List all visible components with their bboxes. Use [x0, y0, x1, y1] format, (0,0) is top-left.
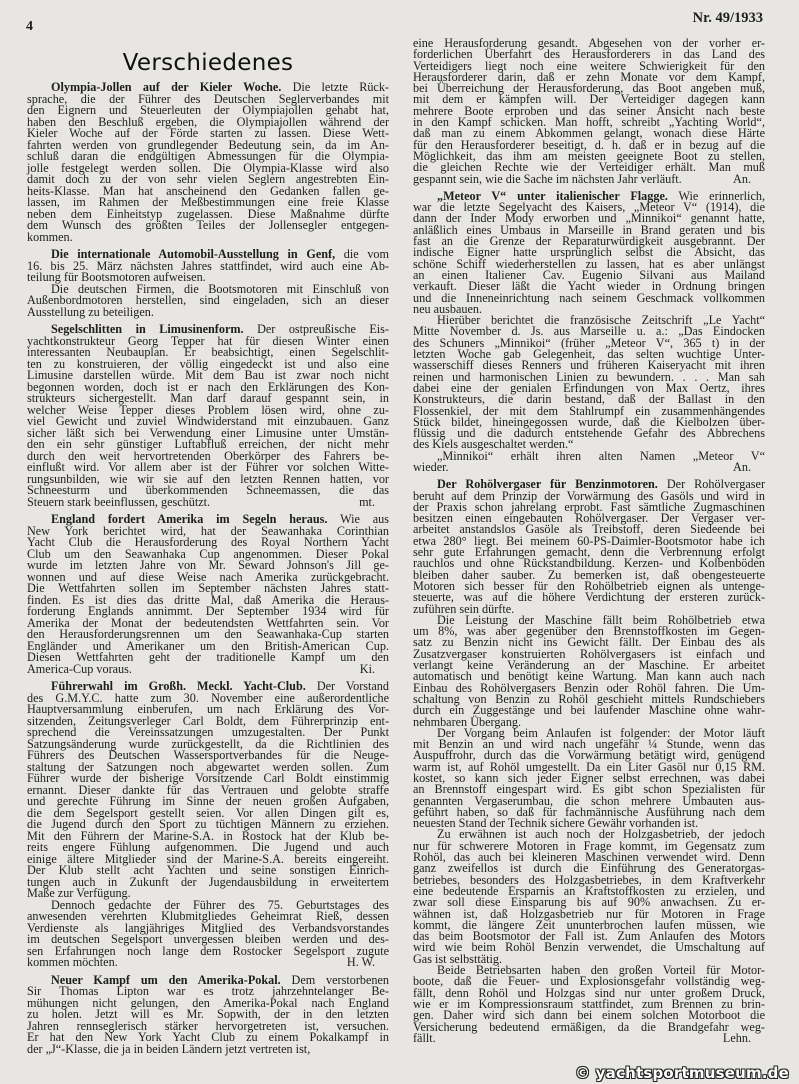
line-text: Diesen Wettfahrten geht der traditionelle Kampf um den: [27, 650, 389, 664]
line-text: satz zu Benzin nicht ins Gewicht fällt. Der Einbau des als: [413, 635, 765, 650]
line-content: [27, 957, 118, 969]
section-title: Verschiedenes: [122, 50, 294, 76]
article: [27, 249, 389, 318]
line-text: Gas ist selbsttätig.: [413, 951, 503, 966]
line-text: Führers des Deutschen Wassersportverbandes für die Neuge-: [27, 748, 389, 762]
line-text: zuführen sein dürfte.: [413, 601, 515, 616]
line-text: teilung für Bootsmotoren aufweisen.: [27, 270, 206, 284]
line-text: Rohöl, das auch bei kleineren Maschinen verwendet wird. Denn: [413, 850, 765, 865]
line-text: und die Inneneinrichtung nach seinem Geschmack vollkommen: [413, 290, 765, 305]
line-text: „Minnikoi“ erhält ihren alten Namen „Meteor V“: [437, 448, 765, 463]
line-text: yachtkonstrukteur Georg Tepper hat für diesen Winter einen: [27, 333, 389, 348]
line-text: Limusine darstellen würde. Mit dem Bau ist zwar noch nicht: [27, 368, 389, 382]
text-line: [27, 494, 389, 509]
line-text: New York berichtet wird, hat der Seawanhaka Corinthian: [27, 523, 389, 538]
watermark: © yachtsportmuseum.de: [575, 1064, 789, 1082]
line-text: jolle festgelegt werden sollen. Die Olympia-Klasse wird also: [27, 160, 389, 175]
text-line: [27, 220, 389, 232]
line-text: um 8%, was aber gegenüber den Brennstoffkosten im Gegen-: [413, 624, 765, 639]
article-heading: Der Rohölvergaser für Benzinmotoren.: [437, 477, 658, 492]
line-text: wird wie beim Rohöl Benzin verwendet, die Umschaltung auf: [413, 940, 765, 955]
line-text: reinen und harmonischen Linien zu bewundern. . . . Man sah: [413, 369, 765, 384]
line-text: Yacht Club die Herausforderung des Royal Northern Yacht: [27, 535, 389, 549]
line-text: damit doch zu der von sehr vielen Seglern angestrebten Ein-: [27, 172, 389, 186]
line-text: finden. Es ist dies das dritte Mal, daß Amerika die Heraus-: [27, 592, 389, 607]
line-text: Stück bildet, hineingegossen wurde, daß die Kielbolzen über-: [413, 414, 765, 429]
line-text: sehr gute Erfahrungen gemacht, denn die Verbrennung erfolgt: [413, 545, 765, 560]
line-text: einflußt wird. Vor allem aber ist der Führer vor solchen Witte-: [27, 460, 389, 474]
line-text: wähnen ist, daß Holzgasbetrieb nur für Motoren in Frage: [413, 906, 765, 921]
line-text: neben dem Einheitstyp zugelassen. Diese Maßnahme dürfte: [27, 206, 389, 221]
line-text: die Jugend durch den Sport zu tüchtigen Männern zu erziehen.: [27, 817, 389, 831]
line-text: für den Herausforderer beseitigt, d. h. daß er in bezug auf die: [413, 137, 765, 152]
line-text: Der Klub stellt acht Yachten und seine sonstigen Einrich-: [27, 863, 389, 877]
line-text: kommen.: [27, 229, 73, 244]
text-line: [27, 229, 389, 244]
line-text: Konstrukteurs, die darin bestand, daß der Ballast in den: [413, 392, 765, 407]
line-text: beruht auf dem Prinzip der Vorwärmung des Gasöls und wird in: [413, 488, 765, 503]
article: [27, 681, 389, 969]
line-text: schöne Schiff wiederherstellen zu lassen, hat es aber unlängst: [413, 256, 765, 271]
line-text: wurde im letzten Jahre von Mr. Seward Johnson's Jill ge-: [27, 558, 389, 572]
author-signature: An.: [733, 459, 751, 474]
line-text: mit dem er kämpfen will. Der Verteidiger dagegen kann: [413, 92, 765, 107]
line-text: den ein sehr günstiger Luftabfluß erreichen, der nicht mehr: [27, 437, 389, 451]
line-text: das beim Bootsmotor der Fall ist. Zum Anlaufen des Motors: [413, 929, 765, 944]
text-line: [27, 304, 389, 319]
text-line: [413, 459, 765, 474]
line-text: einige ältere Mitglieder sind der Marine-S.A. bereits eingereiht.: [27, 851, 389, 866]
article: [27, 972, 389, 1056]
line-text: Möglichkeit, das ihm am meisten geeignete Boot zu stellen,: [413, 148, 765, 163]
line-text: geführt haben, so daß für fachmännische Ausführung nach dem: [413, 804, 765, 819]
line-text: mehrere Boote erproben und das seiner Ansicht nach beste: [413, 103, 765, 118]
line-text: an Brennstoff eingespart wird. Es gibt schon Spezialisten für: [413, 782, 765, 797]
article: [27, 514, 389, 675]
line-text: Der ostpreußische Eis-: [243, 322, 389, 336]
line-text: letzten Woche gab Gelegenheit, das selten wuchtige Unter-: [413, 347, 765, 362]
line-text: nur für schwerere Motoren in Frage kommt, im Gegensatz zum: [413, 838, 765, 853]
line-text: Hauptversammlung einberufen, um nach Erklärung des Vor-: [27, 702, 389, 716]
line-text: sitzenden, Zeitungsverleger Carl Boldt, dem Führerprinzip ent-: [27, 713, 389, 728]
line-text: Der Rohölvergaser: [657, 477, 766, 492]
line-text: etwa 280° liegt. Bei meinem 60-PS-Daimler-Bootsmotor habe ich: [413, 533, 765, 548]
line-text: daß man zu einem Abkommen gelangt, wonach diese Härte: [413, 126, 765, 141]
article-heading: Segelschlitten in Limusinenform.: [51, 322, 244, 336]
line-text: betriebes, besonders des Holzgasbetriebes, in dem Kraftverkehr: [413, 872, 765, 887]
line-text: Der Vorgang beim Anlaufen ist folgender: der Motor läuft: [437, 725, 765, 740]
line-text: war die letzte Segelyacht des Kaisers, „Meteor V“ (1914), die: [413, 200, 765, 215]
line-text: und gerechte Führung im Sinne der neuen großen Aufgaben,: [27, 794, 389, 808]
line-text: Club um den Seawanhaka Cup angenommen. Dieser Pokal: [27, 546, 389, 561]
line-text: des Schuners „Minnikoi“ (früher „Meteor V“, 365 t) in der: [413, 335, 765, 350]
line-text: des G.M.Y.C. hatte zum 30. November eine außerordentliche: [27, 690, 389, 705]
line-text: Die letzte Rück-: [281, 80, 389, 94]
line-text: durch den weit hervortretenden Oberkörper des Fahrers be-: [27, 448, 389, 463]
line-content: [413, 459, 449, 474]
line-text: America-Cup voraus.: [27, 661, 132, 676]
line-text: Führer wurde der bisherige Vorsitzende Carl Boldt einstimmig: [27, 771, 389, 785]
article-heading: England fordert Amerika im Segeln heraus.: [51, 512, 328, 526]
line-text: warm ist, auf Rohöl umgestellt. Da ein Liter Gasöl nur 0,15 RM.: [413, 759, 765, 774]
left-column: [27, 82, 389, 1061]
line-text: Zu erwähnen ist auch noch der Holzgasbetrieb, der jedoch: [437, 827, 765, 842]
line-text: anläßlich eines Umbaus in Marseille in Brand geraten und bis: [413, 222, 765, 237]
line-content: [27, 494, 211, 509]
article-heading: Neuer Kampf um den Amerika-Pokal.: [51, 972, 281, 987]
line-text: eine Herausforderung gesandt. Abgesehen von der vorher er-: [413, 36, 765, 50]
line-text: Auspuffrohr, durch das die Vorwärmung betätigt wird, genügend: [413, 748, 765, 763]
line-text: wieder.: [413, 459, 449, 474]
line-text: bei Überreichung der Herausforderung, das Boot angeben muß,: [413, 81, 765, 96]
line-text: heits-Klasse. Man hat anscheinend den Gedanken fallen ge-: [27, 183, 389, 198]
line-text: Verteidigers liegt noch eine weitere Schwierigkeit für den: [413, 58, 765, 73]
line-text: Die Leistung der Maschine fällt beim Rohölbetrieb etwa: [437, 612, 765, 627]
line-text: sprache, die der Führer des Deutschen Seglerverbandes mit: [27, 91, 389, 106]
line-text: Versicherung bedeutend ermäßigen, da die Brandgefahr weg-: [413, 1019, 765, 1034]
text-line: [413, 1030, 765, 1045]
line-text: ten zu konstruieren, der völlig eingedeckt ist und also eine: [27, 356, 389, 371]
line-text: wonnen und auf diese Weise nach Amerika zurückgebracht.: [27, 569, 389, 584]
line-text: staltung der Satzungen noch abgewartet werden sollen. Zum: [27, 759, 389, 774]
line-text: Außenbordmotoren herstellen, sind eingeladen, sich an dieser: [27, 293, 389, 307]
line-text: lassen, im Rahmen der Meßbestimmungen eine freie Klasse: [27, 195, 389, 209]
line-text: boote, daß die Feuer- und Explosionsgefahr vollständig weg-: [413, 974, 765, 989]
line-text: Wie erinnerlich,: [667, 188, 765, 203]
line-text: dem Wunsch des größten Teiles der Jollensegler entgegen-: [27, 218, 389, 232]
line-text: Satzungsänderung wurde zurückgestellt, da die Richtlinien des: [27, 736, 389, 751]
line-text: Er hat den New York Yacht Club zu einem Pokalkampf in: [27, 1030, 389, 1044]
text-line: [27, 661, 389, 676]
line-text: Kieler Woche auf der Förde starten zu lassen. Diese Wett-: [27, 126, 389, 140]
line-text: verlangt keine Veränderung an der Maschine. Er arbeitet: [413, 658, 765, 673]
line-text: forderung Englands annimmt. Der September 1934 wird für: [27, 604, 389, 618]
author-signature: Ki.: [359, 661, 375, 676]
line-text: Engländer und Amerikaner um den British-American Cup.: [27, 638, 389, 653]
article-heading: Olympia-Jollen auf der Kieler Woche.: [51, 80, 282, 94]
line-text: neuesten Stand der Technik sichere Gewähr vorhanden ist.: [413, 816, 699, 831]
line-text: dabei eine der genialen Erfindungen von Max Oertz, ihres: [413, 380, 765, 395]
line-text: der „J“-Klasse, die ja in beiden Ländern jetzt vertreten ist,: [27, 1041, 311, 1056]
line-text: Maße zur Verfügung.: [27, 886, 131, 900]
line-text: Verdienste als langjähriges Mitglied des Verbandsvorstandes: [27, 920, 389, 935]
article: [27, 82, 389, 243]
line-text: fällt.: [413, 1030, 436, 1045]
line-text: die dem Segelsport gestellt seien. Vor allen Dingen gilt es,: [27, 805, 389, 820]
line-text: rauchlos und ohne Rückstandbildung. Kerzen- und Kolbenböden: [413, 556, 765, 571]
line-text: Schneesturm und überkommenden Schneemassen, die das: [27, 483, 389, 497]
line-text: ganz zweifellos ist durch die Einführung des Generatorgas-: [413, 861, 765, 876]
line-text: Sir Thomas Lipton war es trotz jahrzehntelanger Be-: [27, 984, 389, 998]
line-text: schluß daran die endgültigen Abmessungen für die Olympia-: [27, 149, 389, 163]
line-text: dann der Inder Mody erworben und „Minnikoi“ genannt hatte,: [413, 211, 765, 226]
line-text: gen. Daher wird sich dann bei einem solchen Motorboot die: [413, 1008, 765, 1023]
line-text: Die deutschen Firmen, die Bootsmotoren mit Einschluß von: [51, 281, 389, 296]
line-text: ernannt. Dieser dankte für das Vertrauen und gelobte straffe: [27, 782, 389, 797]
line-text: zwar soll diese Einsparung bis auf 90% anwachsen. Zu er-: [413, 895, 765, 910]
text-line: [27, 1041, 389, 1056]
line-text: Amerika der Monat der bedeutendsten Wettfahrten sein. Vor: [27, 615, 389, 630]
line-text: mit Benzin an und wird nach ungefähr ¼ Stunde, wenn das: [413, 737, 765, 752]
line-text: kommen möchten.: [27, 955, 118, 969]
line-text: welcher Weise Tepper dieses Problem lösen wird, ohne zu-: [27, 402, 389, 417]
line-content: [413, 1030, 436, 1045]
line-text: fällt, denn Rohöl und Holzgas sind nur unter großem Druck,: [413, 985, 765, 1000]
line-text: Hierüber berichtet die französische Zeitschrift „Le Yacht“: [437, 313, 765, 328]
line-text: bleiben daher sauber. Zu bemerken ist, daß obengesteuerte: [413, 567, 765, 582]
article: [413, 479, 765, 1044]
page-number: 4: [26, 19, 33, 34]
line-text: automatisch und benötigt keine Wartung. Man kann auch nach: [413, 669, 765, 684]
line-text: im deutschen Segelsport unvergessen bleiben werden und des-: [27, 932, 389, 946]
line-text: den Eignern und Steuerleuten der Olympiajollen gehabt hat,: [27, 103, 389, 117]
line-text: Ausstellung zu beteiligen.: [27, 304, 154, 319]
line-text: durch ein Zuggestänge und bei laufender Maschine ohne wahr-: [413, 703, 765, 718]
line-text: sicher läßt sich bei Verwendung einer Limusine unter Umstän-: [27, 425, 389, 440]
line-text: 16. bis 25. März nächsten Jahres stattfindet, wird auch eine Ab-: [27, 258, 389, 273]
line-text: flüssig und die dadurch entstehende Gefahr des Abbrechens: [413, 426, 765, 441]
line-text: genannten Vergaserumbau, die schon mehrere Umbauten aus-: [413, 793, 765, 808]
line-text: die vom: [335, 247, 389, 261]
article-heading: „Meteor V“ unter italienischer Flagge.: [437, 188, 668, 203]
line-text: Dem verstorbenen: [280, 972, 389, 987]
line-text: Steuern stark beeinflussen, geschützt.: [27, 494, 211, 509]
line-text: wasserschiff dieses Renners und früheren Kaiseryacht mit ihren: [413, 358, 765, 373]
author-signature: mt.: [359, 494, 375, 509]
article: [413, 188, 765, 474]
article-heading: Die internationale Automobil-Ausstellung in Genf,: [51, 247, 336, 261]
line-text: an einen Italiener Cav. Eugenio Silvani aus Mailand: [413, 267, 765, 282]
line-text: arbeitet anstandslos Gasöle als Treibstoff, deren Siedeende bei: [413, 522, 765, 537]
line-text: fahrten werden von grundlegender Bedeutung sein, da im An-: [27, 137, 389, 152]
line-text: Herausforderer darin, daß er zehn Monate vor dem Kampf,: [413, 69, 765, 84]
line-text: Dennoch gedachte der Führer des 75. Geburtstages des: [51, 897, 389, 912]
line-content: [27, 661, 132, 676]
line-text: anwesenden verehrten Klubmitgliedes Geheimrat Rieß, dessen: [27, 909, 389, 923]
line-text: Einbau des Rohölvergasers Benzin oder Rohöl fahren. Die Um-: [413, 680, 765, 695]
line-text: fast an die Grenze der Reparaturwürdigkeit ausgebrannt. Der: [413, 234, 765, 249]
line-text: Wie aus: [327, 512, 390, 526]
line-text: Flossenkiel, der mit dem Stahlrumpf ein zusammenhängendes: [413, 403, 765, 418]
line-text: der Praxis schon jahrelang erprobt. Fast sämtliche Zugmaschinen: [413, 499, 765, 514]
author-signature: An.: [733, 171, 751, 186]
line-text: zu holen. Jetzt will es Mr. Sopwith, der in den letzten: [27, 1007, 389, 1021]
line-text: in den Kampf schicken. Man hofft, schreibt „Yachting World“,: [413, 115, 765, 130]
line-text: den Herausforderungsrennen um den Seawanhaka-Cup starten: [27, 627, 389, 641]
line-text: eine bedeutende Ersparnis an Kraftstoffkosten zu erzielen, und: [413, 883, 765, 898]
line-text: verkauft. Dieser läßt die Yacht wieder in Ordnung bringen: [413, 279, 765, 294]
line-text: Motoren sich besser für den Rohölbetrieb eignen als untenge-: [413, 578, 765, 593]
line-text: Mit den Führern der Marine-S.A. in Rostock hat der Klub be-: [27, 828, 389, 843]
author-signature: Lehn.: [722, 1030, 751, 1045]
line-text: interessanten Neubauplan. Er beabsichtigt, einen Segelschlit-: [27, 345, 389, 359]
line-text: rungsunbilden, wie wir sie auf den letzten Rennen hatten, vor: [27, 471, 389, 486]
line-text: Der Vorstand: [305, 679, 389, 693]
text-line: [27, 957, 389, 969]
text-line: [413, 448, 765, 463]
right-column: [413, 38, 765, 1050]
line-text: wie er im Kompressionsraum stattfindet, zum Brennen zu brin-: [413, 996, 765, 1011]
line-text: tungen auch in Zukunft der Jugendausbildung in erweitertem: [27, 874, 389, 889]
line-text: Die Wettfahrten sollen im September nächsten Jahres statt-: [27, 581, 389, 595]
line-text: Beide Betriebsarten haben den großen Vorteil für Motor-: [437, 963, 765, 978]
issue-number: Nr. 49/1933: [692, 10, 763, 26]
article-heading: Führerwahl im Großh. Meckl. Yacht-Club.: [51, 679, 306, 693]
line-text: schaltung von Benzin zu Rohöl geschieht mittels Rundschiebers: [413, 691, 765, 706]
line-content: [413, 171, 682, 186]
line-text: steuerte, was auf die höhere Verdichtung der ersteren zurück-: [413, 590, 765, 605]
line-text: sprechend die Vereinssatzungen umzugestalten. Der Punkt: [27, 725, 389, 739]
line-text: forderlichen Überfahrt des Herausforderers in das Land des: [413, 47, 765, 62]
line-text: neu ausbauen.: [413, 301, 483, 316]
line-text: mühungen nicht gelungen, den Amerika-Pokal nach England: [27, 995, 389, 1010]
text-line: [413, 1019, 765, 1034]
line-text: nehmbaren Übergang.: [413, 714, 522, 729]
article: [413, 38, 765, 185]
line-text: gespannt sein, wie die Sache im nächsten Jahr verläuft.: [413, 171, 682, 186]
line-text: Jahren rennseglerisch stärker hervorgetreten ist, versuchen.: [27, 1018, 389, 1033]
line-text: viel Gewicht und zuviel Windwiderstand mit einzubauen. Ganz: [27, 414, 389, 428]
line-text: begonnen worden, doch ist er nach den Erklärungen des Kon-: [27, 379, 389, 394]
line-text: Zusatzvergaser konstruierten Rohölvergasers ist einfach und: [413, 646, 765, 661]
line-text: kostet, so kann sich jeder Eigner selbst errechnen, was dabei: [413, 771, 765, 785]
line-text: haben den Beschluß ergeben, die Olympiajollen während der: [27, 114, 389, 129]
line-text: reits engere Fühlung aufgenommen. Die Jugend und auch: [27, 840, 389, 854]
line-text: besitzen einen eingebauten Rohölvergaser. Der Vergaser ver-: [413, 511, 765, 526]
line-text: sen Erfahrungen noch lange dem Rostocker Segelsport zugute: [27, 943, 389, 958]
line-text: strukteurs sichergestellt. Man darf darauf gespannt sein, in: [27, 391, 389, 405]
text-line: [413, 171, 765, 186]
article: [27, 324, 389, 508]
author-signature: H. W.: [346, 955, 375, 969]
line-text: kommt, die längere Zeit ununterbrochen laufen müssen, wie: [413, 917, 765, 932]
line-text: Mitte November d. Js. aus Marseille u. a.: „Das Eindocken: [413, 324, 765, 339]
line-text: indische Eigner hatte ursprünglich selbst die Absicht, das: [413, 245, 765, 260]
line-text: des Kiels ausgeschaltet werden.“: [413, 437, 574, 452]
line-text: die gleichen Rechte wie der Verteidiger erhält. Man muß: [413, 160, 765, 175]
